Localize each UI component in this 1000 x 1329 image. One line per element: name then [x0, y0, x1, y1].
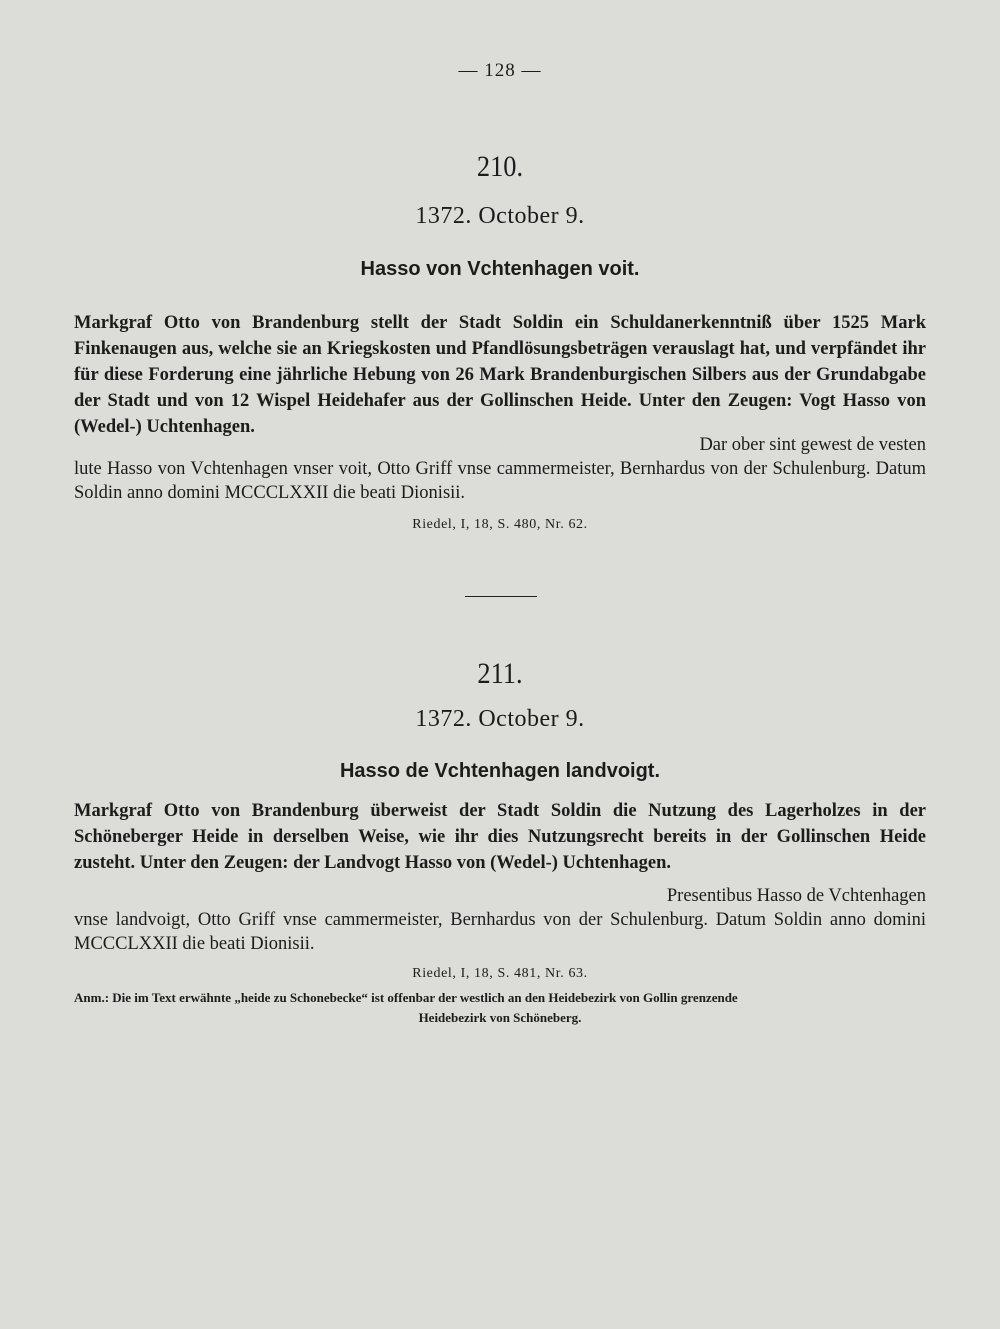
- doc-211-source: Riedel, I, 18, S. 481, Nr. 63.: [412, 966, 588, 981]
- section-divider: [465, 596, 537, 597]
- doc-211-heading: Hasso de Vchtenhagen landvoigt.: [339, 760, 661, 782]
- doc-210-latin-first-line: Dar ober sint gewest de vesten: [699, 435, 926, 455]
- doc-211-latin-rest: vnse landvoigt, Otto Griff vnse cammermeister, Bernhardus von der Schulenburg. Datum Soldin anno domini MCCCLXXII die beati Dionisii.: [74, 910, 926, 954]
- footnote-line-1: Anm.: Die im Text erwähnte „heide zu Schonebecke“ ist offenbar der westlich an den Heidebezirk von Gollin grenzende: [74, 990, 738, 1005]
- doc-210-number: 210.: [476, 150, 524, 183]
- doc-210-latin-rest: lute Hasso von Vchtenhagen vnser voit, Otto Griff vnse cammermeister, Bernhardus von der Schulenburg. Datum Soldin anno domini MCCCLXXII die beati Dionisii.: [74, 459, 926, 503]
- doc-211-footnote: [74, 988, 926, 1028]
- doc-211-number: 211.: [477, 657, 523, 690]
- footnote-line-2: Heidebezirk von Schöneberg.: [418, 1010, 582, 1025]
- doc-210-date: 1372. October 9.: [415, 203, 585, 229]
- doc-211-latin-text: [74, 884, 926, 956]
- doc-210-source: Riedel, I, 18, S. 480, Nr. 62.: [412, 517, 588, 532]
- doc-210-summary: Markgraf Otto von Brandenburg stellt der Stadt Soldin ein Schuldanerkenntniß über 1525 Mark Finkenaugen aus, welche sie an Kriegskosten und Pfandlösungsbeträgen verauslagt hat, und verpfändet ihr für diese Forderung eine jährliche Hebung von 26 Mark Brandenburgischen Silbers aus der Grundabgabe der Stadt und von 12 Wispel Heidehafer aus der Gollinschen Heide. Unter den Zeugen: Vogt Hasso von (Wedel-) Uchtenhagen.: [74, 313, 926, 437]
- doc-210-latin-text: [74, 433, 926, 505]
- doc-210-heading: Hasso von Vchtenhagen voit.: [360, 258, 640, 280]
- doc-211-date: 1372. October 9.: [415, 706, 585, 732]
- doc-211-summary: Markgraf Otto von Brandenburg überweist der Stadt Soldin die Nutzung des Lagerholzes in der Schöneberger Heide in derselben Weise, wie ihr dies Nutzungsrecht bereits in der Gollinschen Heide zusteht. Unter den Zeugen: der Landvogt Hasso von (Wedel-) Uchtenhagen.: [74, 801, 926, 873]
- doc-211-latin-first-line: Presentibus Hasso de Vchtenhagen: [666, 886, 926, 906]
- page-number: — 128 —: [458, 60, 542, 81]
